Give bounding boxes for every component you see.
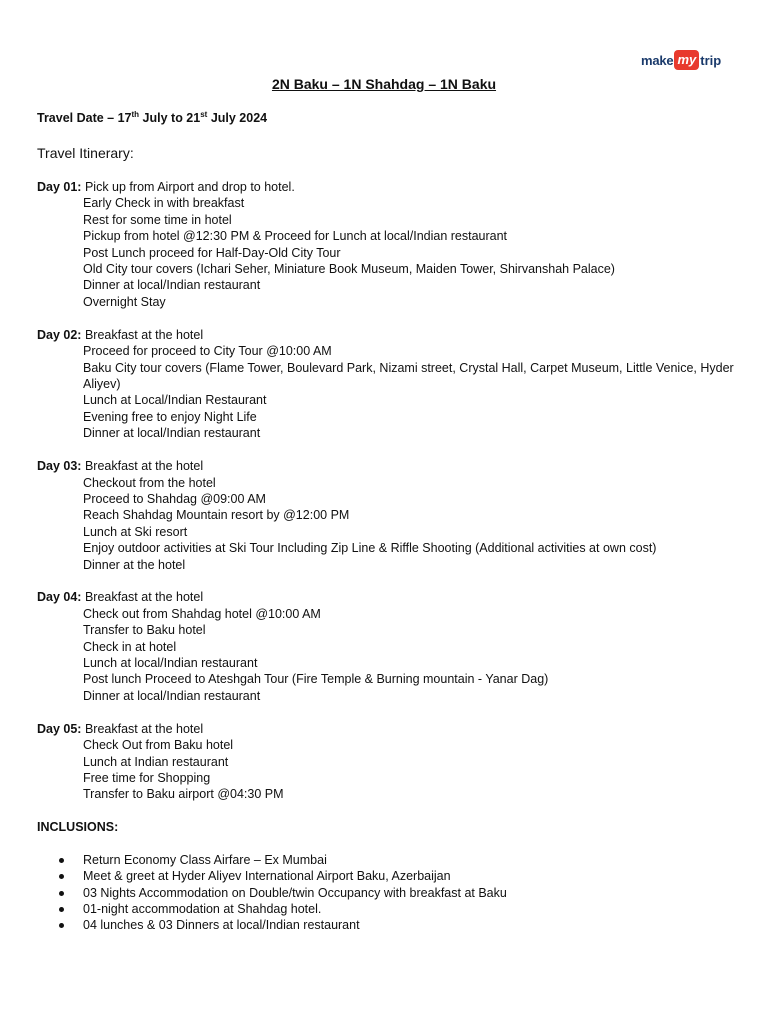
day-item: Dinner at local/Indian restaurant [83, 688, 261, 703]
day-item: Breakfast at the hotel [84, 459, 204, 474]
inclusions-list [37, 852, 737, 934]
bullet-icon [59, 874, 64, 879]
list-item: 01-night accommodation at Shahdag hotel. [37, 901, 737, 917]
day-label: Day 01: [37, 180, 82, 194]
day-label: Day 03: [37, 459, 82, 474]
day-item: Check in at hotel [83, 639, 177, 654]
day-item: Post lunch Proceed to Ateshgah Tour (Fire Temple & Burning mountain - Yanar Dag) [83, 672, 549, 687]
day-item: Post Lunch proceed for Half-Day-Old City Tour [83, 245, 341, 260]
day-02 [37, 327, 737, 442]
travel-date: Travel Date – 17th July to 21st July 2024 [37, 110, 268, 126]
list-item: 04 lunches & 03 Dinners at local/Indian restaurant [37, 917, 737, 933]
day-label: Day 04: [37, 590, 82, 605]
list-item: Meet & greet at Hyder Aliyev International Airport Baku, Azerbaijan [37, 868, 737, 884]
day-03 [37, 458, 737, 573]
day-item: Pickup from hotel @12:30 PM & Proceed for Lunch at local/Indian restaurant [83, 229, 508, 244]
day-item: Early Check in with breakfast [83, 196, 245, 211]
day-item: Dinner at the hotel [83, 557, 186, 572]
day-item: Lunch at local/Indian restaurant [83, 656, 258, 671]
bullet-icon [59, 923, 64, 928]
day-label: Day 05: [37, 721, 82, 736]
itinerary-content [37, 179, 737, 934]
day-item: Dinner at local/Indian restaurant [83, 278, 261, 293]
day-item: Transfer to Baku hotel [83, 623, 206, 638]
day-item: Check out from Shahdag hotel @10:00 AM [83, 606, 321, 621]
day-item: Transfer to Baku airport @04:30 PM [83, 787, 284, 802]
day-item: Lunch at Indian restaurant [83, 754, 229, 769]
logo-trip: trip [700, 52, 722, 68]
day-05 [37, 721, 737, 803]
day-item: Reach Shahdag Mountain resort by @12:00 PM [83, 508, 350, 523]
inclusions-heading: INCLUSIONS: [37, 820, 119, 835]
day-item: Breakfast at the hotel [84, 721, 204, 736]
day-item: Evening free to enjoy Night Life [83, 409, 257, 424]
day-item: Proceed for proceed to City Tour @10:00 AM [83, 344, 332, 359]
day-item: Breakfast at the hotel [84, 327, 204, 342]
day-item: Free time for Shopping [83, 771, 211, 785]
day-item: Lunch at Ski resort [83, 524, 188, 539]
day-04 [37, 589, 737, 704]
day-item: Dinner at local/Indian restaurant [83, 426, 261, 441]
logo-my: my [674, 50, 699, 70]
day-item: Check Out from Baku hotel [83, 738, 234, 753]
bullet-icon [59, 891, 64, 896]
bullet-icon [59, 858, 64, 863]
day-item: Enjoy outdoor activities at Ski Tour Including Zip Line & Riffle Shooting (Additional activities at own cost) [83, 541, 657, 556]
day-item: Overnight Stay [83, 294, 166, 309]
makemytrip-logo [641, 47, 721, 73]
day-item: Pick up from Airport and drop to hotel. [84, 180, 295, 194]
day-item: Breakfast at the hotel [84, 590, 204, 605]
document-title: 2N Baku – 1N Shahdag – 1N Baku [271, 76, 497, 92]
day-item: Proceed to Shahdag @09:00 AM [83, 491, 266, 506]
day-item: Rest for some time in hotel [83, 212, 232, 227]
list-item: Return Economy Class Airfare – Ex Mumbai [37, 852, 737, 868]
day-item: Checkout from the hotel [83, 475, 216, 490]
day-item: Lunch at Local/Indian Restaurant [83, 393, 267, 408]
bullet-icon [59, 907, 64, 912]
day-item: Baku City tour covers (Flame Tower, Boulevard Park, Nizami street, Crystal Hall, Carpet Museum, Little Venice, Hyder Aliyev) [83, 360, 734, 391]
logo-make: make [641, 52, 674, 68]
itinerary-heading: Travel Itinerary: [37, 145, 134, 161]
list-item: 03 Nights Accommodation on Double/twin Occupancy with breakfast at Baku [37, 885, 737, 901]
day-label: Day 02: [37, 327, 82, 342]
day-item: Old City tour covers (Ichari Seher, Miniature Book Museum, Maiden Tower, Shirvanshah Palace) [83, 262, 615, 277]
day-01 [37, 179, 737, 310]
